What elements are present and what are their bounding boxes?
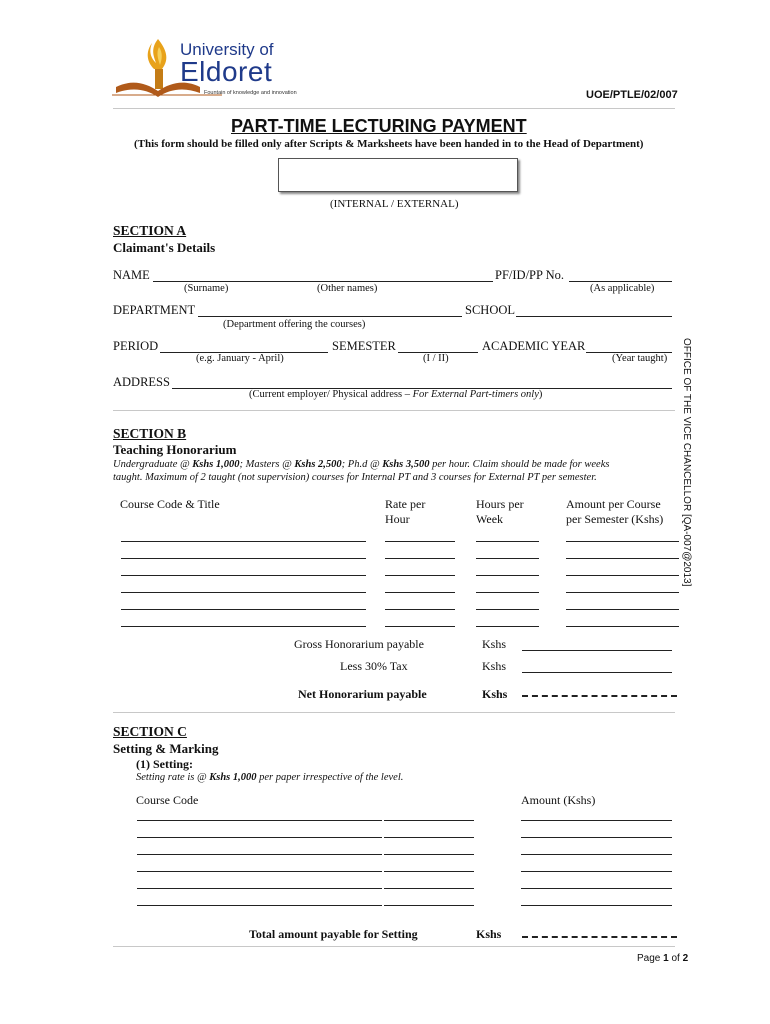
page-current: 1 [663,953,669,964]
setting-note-a: Setting rate is @ [136,772,210,783]
rates-p1: Undergraduate @ [113,459,193,470]
rate-phd: Kshs 3,500 [382,459,430,470]
page-title: PART-TIME LECTURING PAYMENT [231,116,527,136]
gross-field[interactable] [522,650,672,651]
net-field[interactable] [522,695,677,697]
department-hint: (Department offering the courses) [223,319,366,330]
b-row-2-rate[interactable] [385,558,455,559]
setting-total-label: Total amount payable for Setting [249,927,418,941]
address-hint-c: ) [538,389,543,400]
tax-currency: Kshs [482,659,507,673]
c-row-6-amount[interactable] [521,905,672,906]
c-row-4-mid[interactable] [384,871,474,872]
school-field[interactable] [516,316,672,317]
pf-label: PF/ID/PP No. [495,268,565,282]
b-row-5-rate[interactable] [385,609,455,610]
c-row-6-course[interactable] [137,905,382,906]
c-col-course-header: Course Code [136,793,199,807]
internal-external-box[interactable] [278,158,518,192]
setting-total-currency: Kshs [476,927,502,941]
side-reference-text: OFFICE OF THE VICE CHANCELLOR [QA-007@2013] [681,338,692,587]
tax-label: Less 30% Tax [340,659,408,673]
col-amount-header-2: per Semester (Kshs) [566,512,664,526]
setting-note [136,772,403,783]
name-label: NAME [113,268,150,282]
b-row-6-hours[interactable] [476,626,539,627]
c-row-1-amount[interactable] [521,820,672,821]
tax-field[interactable] [522,672,672,673]
gross-label: Gross Honorarium payable [294,637,424,651]
rates-note [113,459,609,470]
b-row-4-amount[interactable] [566,592,679,593]
c-row-1-mid[interactable] [384,820,474,821]
b-row-3-course[interactable] [121,575,366,576]
semester-hint: (I / II) [423,353,449,364]
rates-p3: ; Ph.d @ [341,459,383,470]
c-col-amount-header: Amount (Kshs) [521,793,596,807]
col-hours-header-2: Week [476,512,504,526]
section-b-subheading: Teaching Honorarium [113,442,237,457]
other-names-hint: (Other names) [317,283,378,294]
net-label: Net Honorarium payable [298,687,427,701]
b-row-6-amount[interactable] [566,626,679,627]
c-row-4-course[interactable] [137,871,382,872]
b-row-4-hours[interactable] [476,592,539,593]
school-label: SCHOOL [465,303,516,317]
page-word: Page [637,953,664,964]
period-hint: (e.g. January - April) [196,353,284,364]
page-total: 2 [682,953,689,964]
address-hint-a: (Current employer/ Physical address – [249,389,413,400]
b-row-5-hours[interactable] [476,609,539,610]
rate-ug: Kshs 1,000 [192,459,240,470]
page-number [637,953,688,964]
of-word: of [668,953,683,964]
b-row-1-course[interactable] [121,541,366,542]
b-row-1-hours[interactable] [476,541,539,542]
form-code: UOE/PTLE/02/007 [586,89,678,101]
applicable-hint: (As applicable) [590,283,655,294]
section-a-divider [113,410,675,411]
section-c-subheading: Setting & Marking [113,741,219,756]
department-label: DEPARTMENT [113,303,196,317]
page-subtitle: (This form should be filled only after Scripts & Marksheets have been handed in to the Head of Department) [134,138,644,150]
c-row-5-course[interactable] [137,888,382,889]
year-hint: (Year taught) [612,353,668,364]
col-rate-header-2: Hour [385,512,410,526]
col-hours-header-1: Hours per [476,497,524,511]
rate-masters: Kshs 2,500 [294,459,342,470]
name-field[interactable] [153,281,493,282]
b-row-3-amount[interactable] [566,575,679,576]
setting-note-c: per paper irrespective of the level. [256,772,404,783]
academic-year-label: ACADEMIC YEAR [482,339,586,353]
period-label: PERIOD [113,339,159,353]
setting-rate: Kshs 1,000 [209,772,257,783]
logo-tagline: Fountain of knowledge and innovation [204,90,297,96]
b-row-2-hours[interactable] [476,558,539,559]
address-hint-b: For External Part-timers only [412,389,539,400]
semester-label: SEMESTER [332,339,396,353]
rates-p4: per hour. Claim should be made for weeks [429,459,610,470]
c-row-3-course[interactable] [137,854,382,855]
internal-external-label: (INTERNAL / EXTERNAL) [330,198,459,210]
b-row-3-hours[interactable] [476,575,539,576]
c-row-6-mid[interactable] [384,905,474,906]
b-row-5-course[interactable] [121,609,366,610]
logo-line-1: University of [180,40,274,59]
surname-hint: (Surname) [184,283,229,294]
b-row-2-amount[interactable] [566,558,679,559]
department-field[interactable] [198,316,462,317]
c-row-2-course[interactable] [137,837,382,838]
b-row-4-rate[interactable] [385,592,455,593]
setting-item: (1) Setting: [136,757,193,771]
rates-note-line-2: taught. Maximum of 2 taught (not supervision) courses for Internal PT and 3 courses for External PT per semester. [113,472,597,483]
col-rate-header-1: Rate per [385,497,426,511]
col-course-header: Course Code & Title [120,497,220,511]
b-row-1-rate[interactable] [385,541,455,542]
address-label: ADDRESS [113,375,170,389]
section-b-heading: SECTION B [113,426,187,441]
b-row-4-course[interactable] [121,592,366,593]
section-b-divider [113,712,675,713]
b-row-2-course[interactable] [121,558,366,559]
col-amount-header-1: Amount per Course [566,497,661,511]
section-a-heading: SECTION A [113,223,187,238]
pf-field[interactable] [569,281,672,282]
footer-divider [113,946,675,947]
header-divider [113,108,675,109]
b-row-6-rate[interactable] [385,626,455,627]
c-row-2-mid[interactable] [384,837,474,838]
c-row-4-amount[interactable] [521,871,672,872]
c-row-2-amount[interactable] [521,837,672,838]
c-row-3-mid[interactable] [384,854,474,855]
c-row-1-course[interactable] [137,820,382,821]
section-a-subheading: Claimant's Details [113,240,216,255]
rates-p2: ; Masters @ [239,459,295,470]
c-row-3-amount[interactable] [521,854,672,855]
address-hint [249,389,542,400]
setting-total-field[interactable] [522,936,677,938]
b-row-6-course[interactable] [121,626,366,627]
c-row-5-amount[interactable] [521,888,672,889]
net-currency: Kshs [482,687,508,701]
c-row-5-mid[interactable] [384,888,474,889]
b-row-3-rate[interactable] [385,575,455,576]
gross-currency: Kshs [482,637,507,651]
b-row-1-amount[interactable] [566,541,679,542]
section-c-heading: SECTION C [113,724,187,739]
b-row-5-amount[interactable] [566,609,679,610]
logo-line-2: Eldoret [180,56,273,87]
